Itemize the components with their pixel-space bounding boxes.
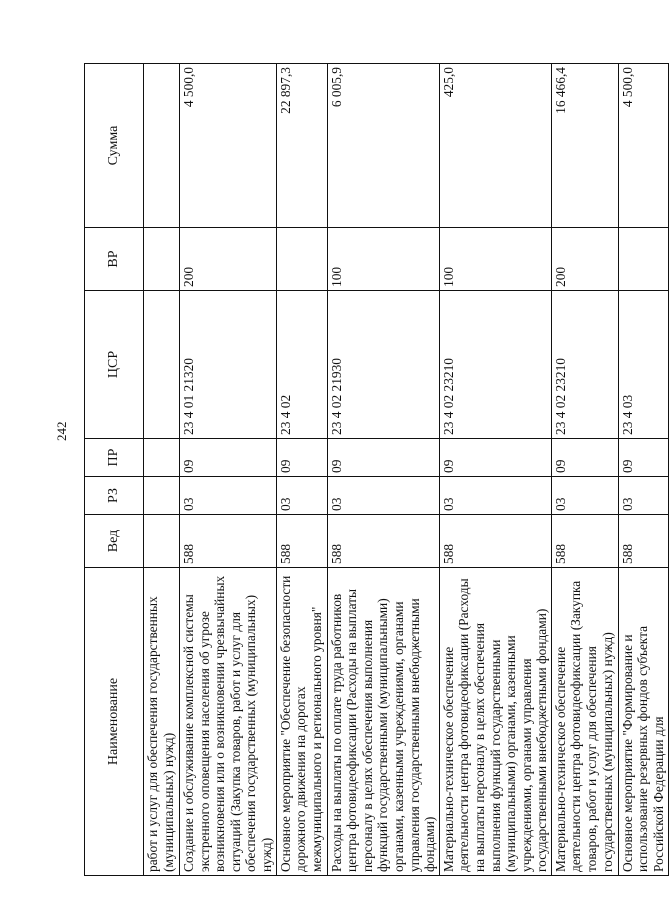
row-vr: 100 bbox=[327, 228, 439, 291]
row-csr: 23 4 02 21930 bbox=[327, 291, 439, 439]
row-sum bbox=[144, 64, 180, 228]
header-pr: ПР bbox=[85, 439, 144, 477]
row-csr bbox=[144, 291, 180, 439]
row-ved: 588 bbox=[618, 515, 668, 568]
header-vr: ВР bbox=[85, 228, 144, 291]
row-rz: 03 bbox=[618, 477, 668, 515]
row-sum: 4 500,0 bbox=[618, 64, 668, 228]
header-name: Наименование bbox=[85, 568, 144, 876]
row-name: Расходы на выплаты по оплате труда работников центра фотовидеофиксации (Расходы на выплаты персоналу в целях обеспечения выполнения функций государственными (муниципальными) органами, казенными учреждениями, органами управления государственными внебюджетными фондами) bbox=[327, 568, 439, 876]
row-name: Создание и обслуживание комплексной системы экстренного оповещения населения об угрозе возникновения или о возникновении чрезвычайных ситуаций (Закупка товаров, работ и услуг для обеспечения государственных (муниципальных) нужд) bbox=[180, 568, 277, 876]
row-csr: 23 4 01 21320 bbox=[180, 291, 277, 439]
row-vr bbox=[144, 228, 180, 291]
row-sum: 16 466,4 bbox=[551, 64, 618, 228]
row-rz: 03 bbox=[276, 477, 327, 515]
row-rz: 03 bbox=[551, 477, 618, 515]
row-rz: 03 bbox=[180, 477, 277, 515]
row-name: Материально-техническое обеспечение деятельности центра фотовидеофиксации (Расходы на выплаты персоналу в целях обеспечения выполнения функций государственными (муниципальными) органами, казенными учреждениями, органами управления государственными внебюджетными фондами) bbox=[439, 568, 551, 876]
budget-table-container bbox=[84, 64, 669, 876]
row-vr: 200 bbox=[180, 228, 277, 291]
row-pr: 09 bbox=[327, 439, 439, 477]
row-vr: 200 bbox=[551, 228, 618, 291]
row-vr bbox=[618, 228, 668, 291]
row-name: Основное мероприятие "Формирование и использование резервных фондов субъекта Российской Федерации для bbox=[618, 568, 668, 876]
table-row bbox=[327, 64, 439, 876]
table-row bbox=[618, 64, 668, 876]
header-sum: Сумма bbox=[85, 64, 144, 228]
row-sum: 6 005,9 bbox=[327, 64, 439, 228]
table-row bbox=[144, 64, 180, 876]
row-ved bbox=[144, 515, 180, 568]
row-csr: 23 4 03 bbox=[618, 291, 668, 439]
table-row bbox=[276, 64, 327, 876]
row-rz bbox=[144, 477, 180, 515]
row-pr: 09 bbox=[276, 439, 327, 477]
row-pr: 09 bbox=[439, 439, 551, 477]
budget-table bbox=[84, 63, 669, 876]
header-ved: Вед bbox=[85, 515, 144, 568]
row-sum: 425,0 bbox=[439, 64, 551, 228]
row-name: Материально-техническое обеспечение деятельности центра фотовидеофиксации (Закупка товаров, работ и услуг для обеспечения государственных (муниципальных) нужд) bbox=[551, 568, 618, 876]
row-rz: 03 bbox=[327, 477, 439, 515]
row-rz: 03 bbox=[439, 477, 551, 515]
row-ved: 588 bbox=[180, 515, 277, 568]
row-name: работ и услуг для обеспечения государственных (муниципальных) нужд) bbox=[144, 568, 180, 876]
row-vr bbox=[276, 228, 327, 291]
table-header-row bbox=[85, 64, 144, 876]
row-pr: 09 bbox=[618, 439, 668, 477]
row-ved: 588 bbox=[327, 515, 439, 568]
header-rz: РЗ bbox=[85, 477, 144, 515]
row-csr: 23 4 02 23210 bbox=[551, 291, 618, 439]
row-csr: 23 4 02 bbox=[276, 291, 327, 439]
table-row bbox=[551, 64, 618, 876]
row-pr: 09 bbox=[180, 439, 277, 477]
row-pr bbox=[144, 439, 180, 477]
row-csr: 23 4 02 23210 bbox=[439, 291, 551, 439]
row-pr: 09 bbox=[551, 439, 618, 477]
row-ved: 588 bbox=[276, 515, 327, 568]
row-name: Основное мероприятие "Обеспечение безопасности дорожного движения на дорогах межмуниципального и регионального уровня" bbox=[276, 568, 327, 876]
row-vr: 100 bbox=[439, 228, 551, 291]
row-ved: 588 bbox=[551, 515, 618, 568]
table-row bbox=[180, 64, 277, 876]
row-sum: 4 500,0 bbox=[180, 64, 277, 228]
row-ved: 588 bbox=[439, 515, 551, 568]
page-number: 242 bbox=[54, 421, 69, 441]
header-csr: ЦСР bbox=[85, 291, 144, 439]
row-sum: 22 897,3 bbox=[276, 64, 327, 228]
table-row bbox=[439, 64, 551, 876]
